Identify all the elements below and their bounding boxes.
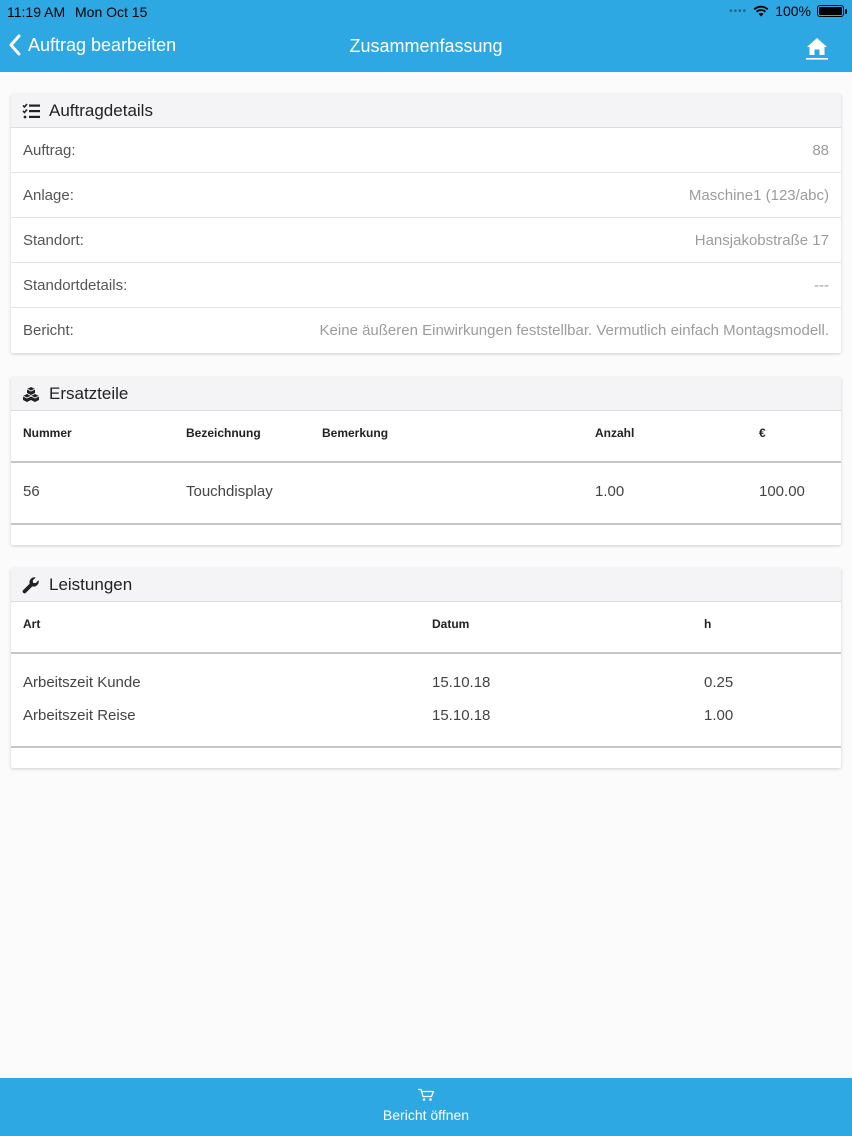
open-report-label: Bericht öffnen [382, 1107, 470, 1123]
back-button[interactable] [8, 34, 176, 56]
detail-value: Maschine1 (123/abc) [688, 186, 829, 204]
table-cell: Arbeitszeit Reise [23, 707, 136, 724]
detail-label: Auftrag: [23, 141, 76, 159]
status-date: Mon Oct 15 [75, 4, 148, 20]
detail-value: Hansjakobstraße 17 [694, 231, 829, 249]
column-header: Datum [432, 617, 470, 631]
table-row [11, 475, 841, 508]
table-cell: 56 [23, 483, 40, 500]
spare-parts-table [11, 411, 841, 545]
order-details-title: Auftragdetails [49, 100, 153, 120]
main-content [0, 72, 852, 1078]
detail-value: 88 [812, 141, 829, 159]
signal-dots-icon: •••• [729, 5, 748, 17]
services-card [11, 568, 841, 768]
page-title: Zusammenfassung [349, 36, 503, 56]
checklist-icon [22, 103, 40, 119]
table-header [11, 602, 841, 654]
order-details-card [11, 94, 841, 353]
order-details-header [11, 94, 841, 128]
services-title: Leistungen [49, 574, 133, 594]
services-table [11, 602, 841, 768]
table-cell: 15.10.18 [432, 707, 491, 724]
status-time: 11:19 AM [7, 4, 66, 20]
table-cell: 15.10.18 [432, 674, 491, 691]
home-icon [806, 36, 828, 60]
detail-value: Keine äußeren Einwirkungen feststellbar. Vermutlich einfach Montagsmodell. [319, 322, 829, 339]
open-report-button[interactable] [0, 1078, 852, 1136]
table-footer [11, 746, 841, 768]
nav-bar [0, 24, 852, 72]
wifi-icon [753, 5, 769, 17]
column-header: € [759, 426, 766, 440]
detail-label: Bericht: [23, 322, 74, 339]
spare-parts-card [11, 377, 841, 545]
cubes-icon [22, 386, 40, 402]
battery-icon [817, 5, 844, 17]
column-header: Nummer [23, 426, 72, 440]
detail-value: --- [814, 276, 829, 294]
detail-row-auftrag [11, 128, 841, 173]
back-button-label: Auftrag bearbeiten [28, 34, 177, 55]
table-row [11, 666, 841, 699]
table-cell: 0.25 [704, 674, 734, 691]
cart-icon [417, 1088, 435, 1102]
detail-label: Standort: [23, 231, 84, 249]
table-cell: Touchdisplay [186, 483, 273, 500]
table-header [11, 411, 841, 463]
table-cell: 1.00 [704, 707, 734, 724]
table-cell: 100.00 [759, 483, 805, 500]
chevron-left-icon [8, 34, 22, 56]
status-bar [0, 0, 852, 24]
column-header: h [704, 617, 712, 631]
detail-row-anlage [11, 173, 841, 218]
table-row [11, 699, 841, 732]
table-footer [11, 523, 841, 545]
status-right [729, 3, 844, 19]
spare-parts-title: Ersatzteile [49, 383, 129, 403]
wrench-icon [22, 576, 40, 594]
table-cell: Arbeitszeit Kunde [23, 674, 141, 691]
column-header: Anzahl [595, 426, 635, 440]
services-header [11, 568, 841, 602]
spare-parts-header [11, 377, 841, 411]
detail-label: Anlage: [23, 186, 74, 204]
detail-row-standortdetails [11, 263, 841, 308]
detail-row-standort [11, 218, 841, 263]
table-cell: 1.00 [595, 483, 625, 500]
detail-row-bericht [11, 308, 841, 353]
home-button[interactable] [806, 36, 828, 65]
detail-label: Standortdetails: [23, 276, 128, 294]
battery-percent: 100% [775, 3, 811, 19]
column-header: Art [23, 617, 41, 631]
column-header: Bezeichnung [186, 426, 261, 440]
column-header: Bemerkung [322, 426, 389, 440]
